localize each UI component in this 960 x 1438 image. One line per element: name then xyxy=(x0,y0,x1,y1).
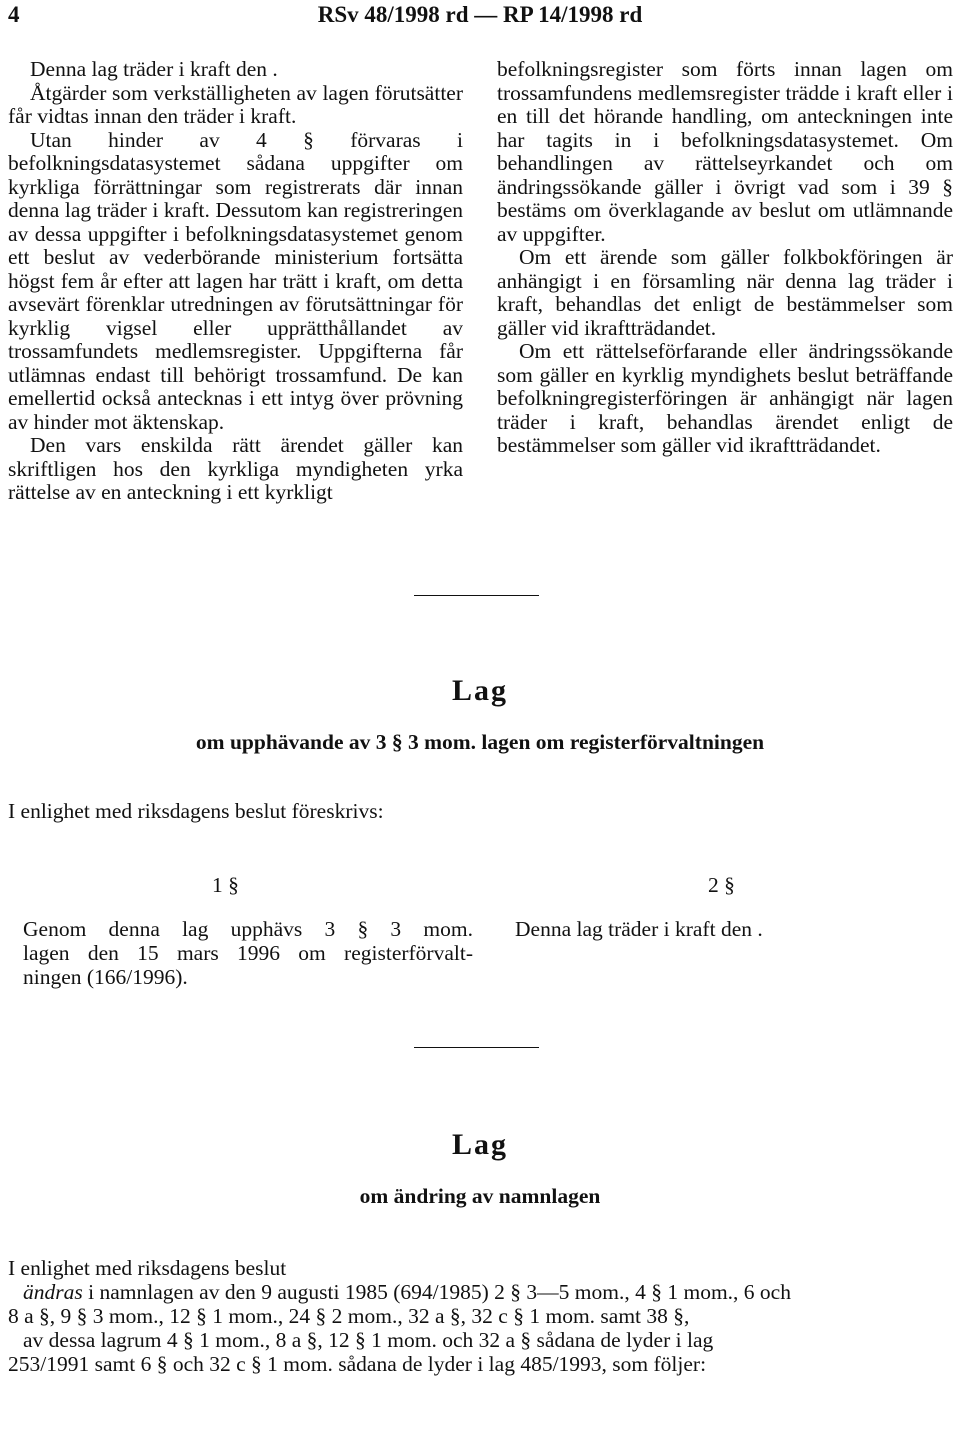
page-number: 4 xyxy=(8,2,20,27)
law-title: Lag xyxy=(451,674,508,707)
amendment-line xyxy=(8,1280,956,1304)
section-1-text xyxy=(23,917,473,989)
left-column xyxy=(8,58,463,505)
amendment-line: 253/1991 samt 6 § och 32 c § 1 mom. sådana de lyder i lag 485/1993, som följer: xyxy=(8,1352,707,1376)
left-paragraph-1: Denna lag träder i kraft den . xyxy=(30,57,278,81)
right-column xyxy=(497,58,953,458)
law-subtitle: om upphävande av 3 § 3 mom. lagen om registerförvaltningen xyxy=(195,730,765,754)
section-1-line: lagen den 15 mars 1996 om registerförvalt- xyxy=(23,941,473,965)
section-number-1: 1 § xyxy=(212,873,239,897)
right-paragraph-1: befolkningsregister som förts innan lagen om trossamfundens medlemsregister trädde i kraft eller i en till det hörande handling, om anteckningen inte har tagits in i befolkningsdatasystemet. Om behandlingen av rättelseyrkandet och om ändringssökande gäller i övrigt vad som i 39 § bestäms om överklagande av beslut om utlämnande av uppgifter. xyxy=(497,57,953,246)
amendment-clause xyxy=(8,1256,956,1376)
amendment-verb: ändras xyxy=(23,1280,83,1304)
section-2-text: Denna lag träder i kraft den . xyxy=(515,917,763,941)
page-header xyxy=(8,2,952,32)
amendment-line: 8 a §, 9 § 3 mom., 12 § 1 mom., 24 § 2 mom., 32 a §, 32 c § 1 mom. samt 38 §, xyxy=(8,1304,690,1328)
section-1-line: ningen (166/1996). xyxy=(23,965,188,989)
amendment-text: i namnlagen av den 9 augusti 1985 (694/1985) 2 § 3—5 mom., 4 § 1 mom., 6 och xyxy=(82,1280,791,1304)
left-paragraph-2: Åtgärder som verkställigheten av lagen förutsätter får vidtas innan den träder i kraft. xyxy=(8,80,463,128)
amendment-line: av dessa lagrum 4 § 1 mom., 8 a §, 12 § 1 mom. och 32 a § sådana de lyder i lag xyxy=(23,1328,714,1352)
left-paragraph-4: Den vars enskilda rätt ärendet gäller kan skriftligen hos den kyrkliga myndigheten yrka rättelse av en anteckning i ett kyrkligt xyxy=(8,433,463,504)
left-paragraph-3: Utan hinder av 4 § förvaras i befolkningsdatasystemet sådana uppgifter om kyrkliga förrättningar som registrerats där innan denna lag träder i kraft. Dessutom kan registreringen av dessa uppgifter i befolkningsdatasystemet genom ett beslut av vederbörande ministerium fortsätta högst fem år efter att lagen har trätt i kraft, om detta avsevärt förenklar utredningen av förutsättningar för kyrklig vigsel eller upprätthållandet av trossamfundets medlemsregister. Uppgifterna får utlämnas endast till behörigt trossamfund. De kan emellertid också antecknas i ett intyg över prövning av hinder mot äktenskap. xyxy=(8,127,463,434)
right-paragraph-2: Om ett ärende som gäller folkbokföringen är anhängigt i en församling när denna lag träder i kraft, behandlas det enligt de bestämmelser som gäller vid ikraftträdandet. xyxy=(497,245,953,340)
section-number-2: 2 § xyxy=(708,873,735,897)
law-subtitle: om ändring av namnlagen xyxy=(359,1184,601,1208)
amendment-line: I enlighet med riksdagens beslut xyxy=(8,1256,287,1280)
section-divider xyxy=(414,595,539,596)
section-divider xyxy=(414,1047,539,1048)
section-1-line: Genom denna lag upphävs 3 § 3 mom. xyxy=(23,917,473,941)
running-head: RSv 48/1998 rd — RP 14/1998 rd xyxy=(317,2,643,27)
law-preamble: I enlighet med riksdagens beslut föreskrivs: xyxy=(8,799,384,823)
law-title: Lag xyxy=(451,1128,508,1161)
right-paragraph-3: Om ett rättelseförfarande eller ändringssökande som gäller en kyrklig myndighets beslut beträffande befolkningregisterföringen är anhängigt när lagen träder i kraft, behandlas ärendet enligt de bestämmelser som gäller vid ikraftträdandet. xyxy=(497,339,953,457)
